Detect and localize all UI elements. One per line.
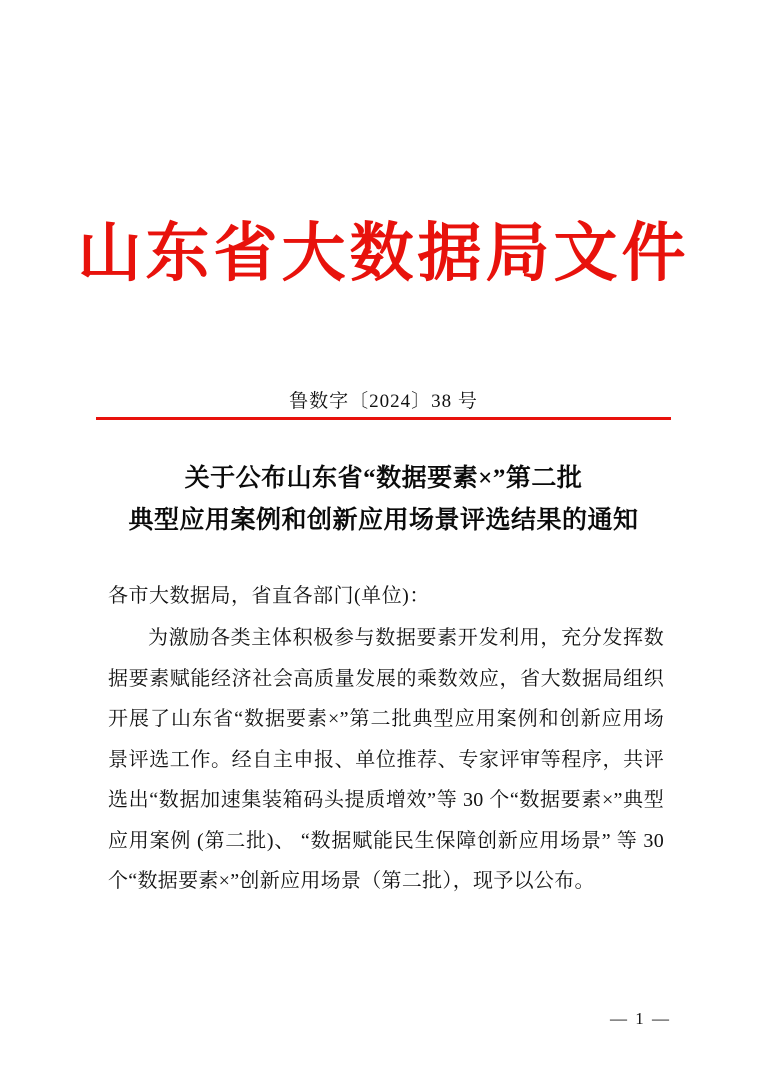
document-body xyxy=(108,578,664,902)
document-title xyxy=(96,458,671,542)
red-divider-rule xyxy=(96,417,671,420)
page-number: — 1 — xyxy=(610,1009,671,1028)
document-header xyxy=(0,212,767,296)
salutation: 各市大数据局，省直各部门(单位)： xyxy=(108,585,430,607)
document-title-line-2: 典型应用案例和创新应用场景评选结果的通知 xyxy=(128,507,639,534)
document-title-line-1: 关于公布山东省“数据要素×”第二批 xyxy=(184,465,583,492)
issuing-agency-title: 山东省大数据局文件 xyxy=(77,218,690,289)
body-paragraph: 为激励各类主体积极参与数据要素开发利用，充分发挥数据要素赋能经济社会高质量发展的乘数效应，省大数据局组织开展了山东省“数据要素×”第二批典型应用案例和创新应用场景评选工作。经自主申报、单位推荐、专家评审等程序，共评选出“数据加速集装箱码头提质增效”等 30 个“数据要素×”典型应用案例 (第二批)、 “数据赋能民生保障创新应用场景” 等 30 个“数据要素×”创新应用场景（第二批），现予以公布。 xyxy=(108,627,664,892)
document-number: 鲁数字〔2024〕38 号 xyxy=(289,391,478,412)
